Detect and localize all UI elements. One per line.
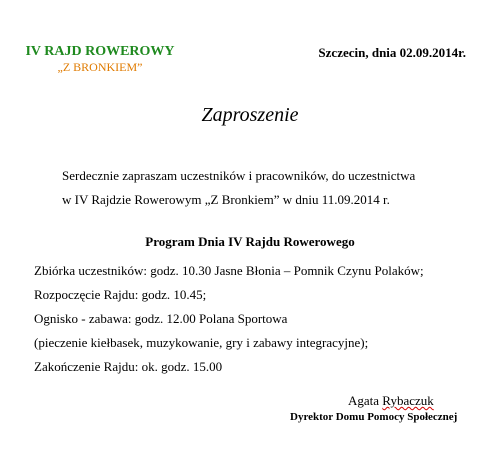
program-line-bonfire: Ognisko - zabawa: godz. 12.00 Polana Sportowa xyxy=(34,311,288,326)
program-line-gathering: Zbiórka uczestników: godz. 10.30 Jasne Błonia – Pomnik Czynu Polaków; xyxy=(34,263,424,278)
rally-title: IV RAJD ROWEROWY xyxy=(25,44,175,59)
intro-line-2: w IV Rajdzie Rowerowym „Z Bronkiem” w dniu 11.09.2014 r. xyxy=(62,192,390,207)
intro-line-1: Serdecznie zapraszam uczestników i pracowników, do uczestnictwa xyxy=(62,168,416,183)
date-line: Szczecin, dnia 02.09.2014r. xyxy=(318,45,466,60)
document-title: Zaproszenie xyxy=(201,104,299,126)
program-line-end: Zakończenie Rajdu: ok. godz. 15.00 xyxy=(34,359,223,374)
signer-last-name: Rybaczuk xyxy=(382,393,434,408)
rally-header xyxy=(0,44,200,74)
rally-subtitle: „Z BRONKIEM” xyxy=(57,60,143,74)
signer-title: Dyrektor Domu Pomocy Społecznej xyxy=(290,411,458,423)
program-line-activities: (pieczenie kiełbasek, muzykowanie, gry i zabawy integracyjne); xyxy=(34,335,369,350)
program-line-start: Rozpoczęcie Rajdu: godz. 10.45; xyxy=(34,287,207,302)
signer-name xyxy=(348,393,434,409)
program-heading: Program Dnia IV Rajdu Rowerowego xyxy=(145,234,355,249)
signer-first-name: Agata xyxy=(348,393,380,408)
